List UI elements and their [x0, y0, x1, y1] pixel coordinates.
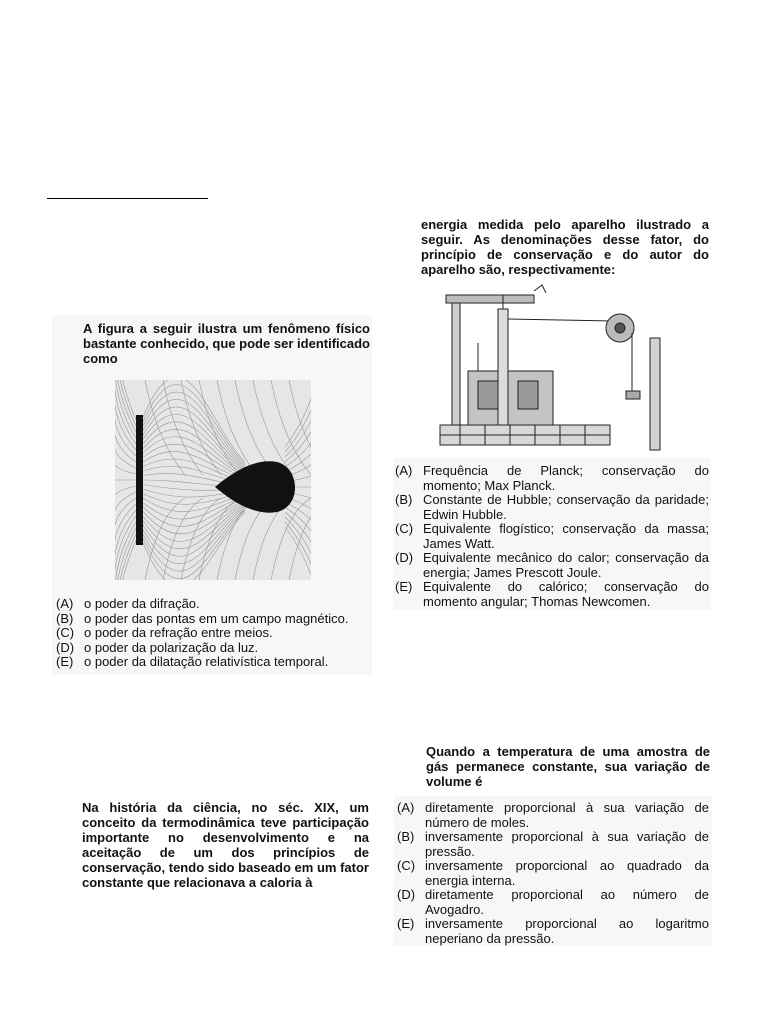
top-rule	[47, 198, 208, 199]
field-lines-figure	[115, 380, 311, 580]
option-d[interactable]: (D) diretamente proporcional ao número de Avogadro.	[397, 887, 709, 917]
option-b[interactable]: (B) inversamente proporcional à sua variação de pressão.	[397, 829, 709, 859]
apparatus-string	[508, 319, 613, 321]
option-d[interactable]: (D) o poder da polarização da luz.	[56, 639, 259, 655]
option-e[interactable]: (E) Equivalente do calórico; conservação do momento angular; Thomas Newcomen.	[395, 579, 709, 609]
option-c[interactable]: (C) inversamente proporcional ao quadrado da energia interna.	[397, 858, 709, 888]
apparatus-question-options	[395, 464, 709, 609]
apparatus-right-post	[650, 338, 660, 450]
history-question-stem: Na história da ciência, no séc. XIX, um conceito da termodinâmica teve participação importante no desenvolvimento e na aceitação de um dos princípios de conservação, tendo sido baseado em um fator constante que relacionava a caloria à	[82, 800, 369, 890]
apparatus-left-pillar	[452, 303, 460, 425]
option-a[interactable]: (A) Frequência de Planck; conservação do momento; Max Planck.	[395, 463, 709, 493]
option-b[interactable]: (B) o poder das pontas em um campo magnético.	[56, 610, 349, 626]
option-e[interactable]: (E) o poder da dilatação relativística temporal.	[56, 654, 329, 669]
option-e[interactable]: (E) inversamente proporcional ao logaritmo neperiano da pressão.	[397, 916, 709, 946]
gas-question-options	[397, 801, 709, 946]
apparatus-question-stem: energia medida pelo aparelho ilustrado a seguir. As denominações desse fator, do princípio de conservação e do autor do aparelho são, respectivamente:	[421, 217, 709, 277]
apparatus-top-beam	[446, 295, 534, 303]
option-a[interactable]: (A) diretamente proporcional à sua variação de número de moles.	[397, 800, 709, 830]
option-a[interactable]: (A) o poder da difração.	[56, 596, 200, 611]
field-question-options	[56, 597, 372, 670]
apparatus-center-shaft	[498, 309, 508, 425]
option-b[interactable]: (B) Constante de Hubble; conservação da paridade; Edwin Hubble.	[395, 492, 709, 522]
gas-question-stem: Quando a temperatura de uma amostra de gás permanece constante, sua variação de volume é	[426, 744, 710, 789]
option-c[interactable]: (C) o poder da refração entre meios.	[56, 625, 273, 640]
option-d[interactable]: (D) Equivalente mecânico do calor; conservação da energia; James Prescott Joule.	[395, 550, 709, 580]
field-bar-electrode	[136, 415, 143, 545]
option-c[interactable]: (C) Equivalente flogístico; conservação da massa; James Watt.	[395, 521, 709, 551]
field-question-stem: A figura a seguir ilustra um fenômeno físico bastante conhecido, que pode ser identificado como	[83, 321, 370, 366]
joule-apparatus-figure	[430, 283, 670, 453]
